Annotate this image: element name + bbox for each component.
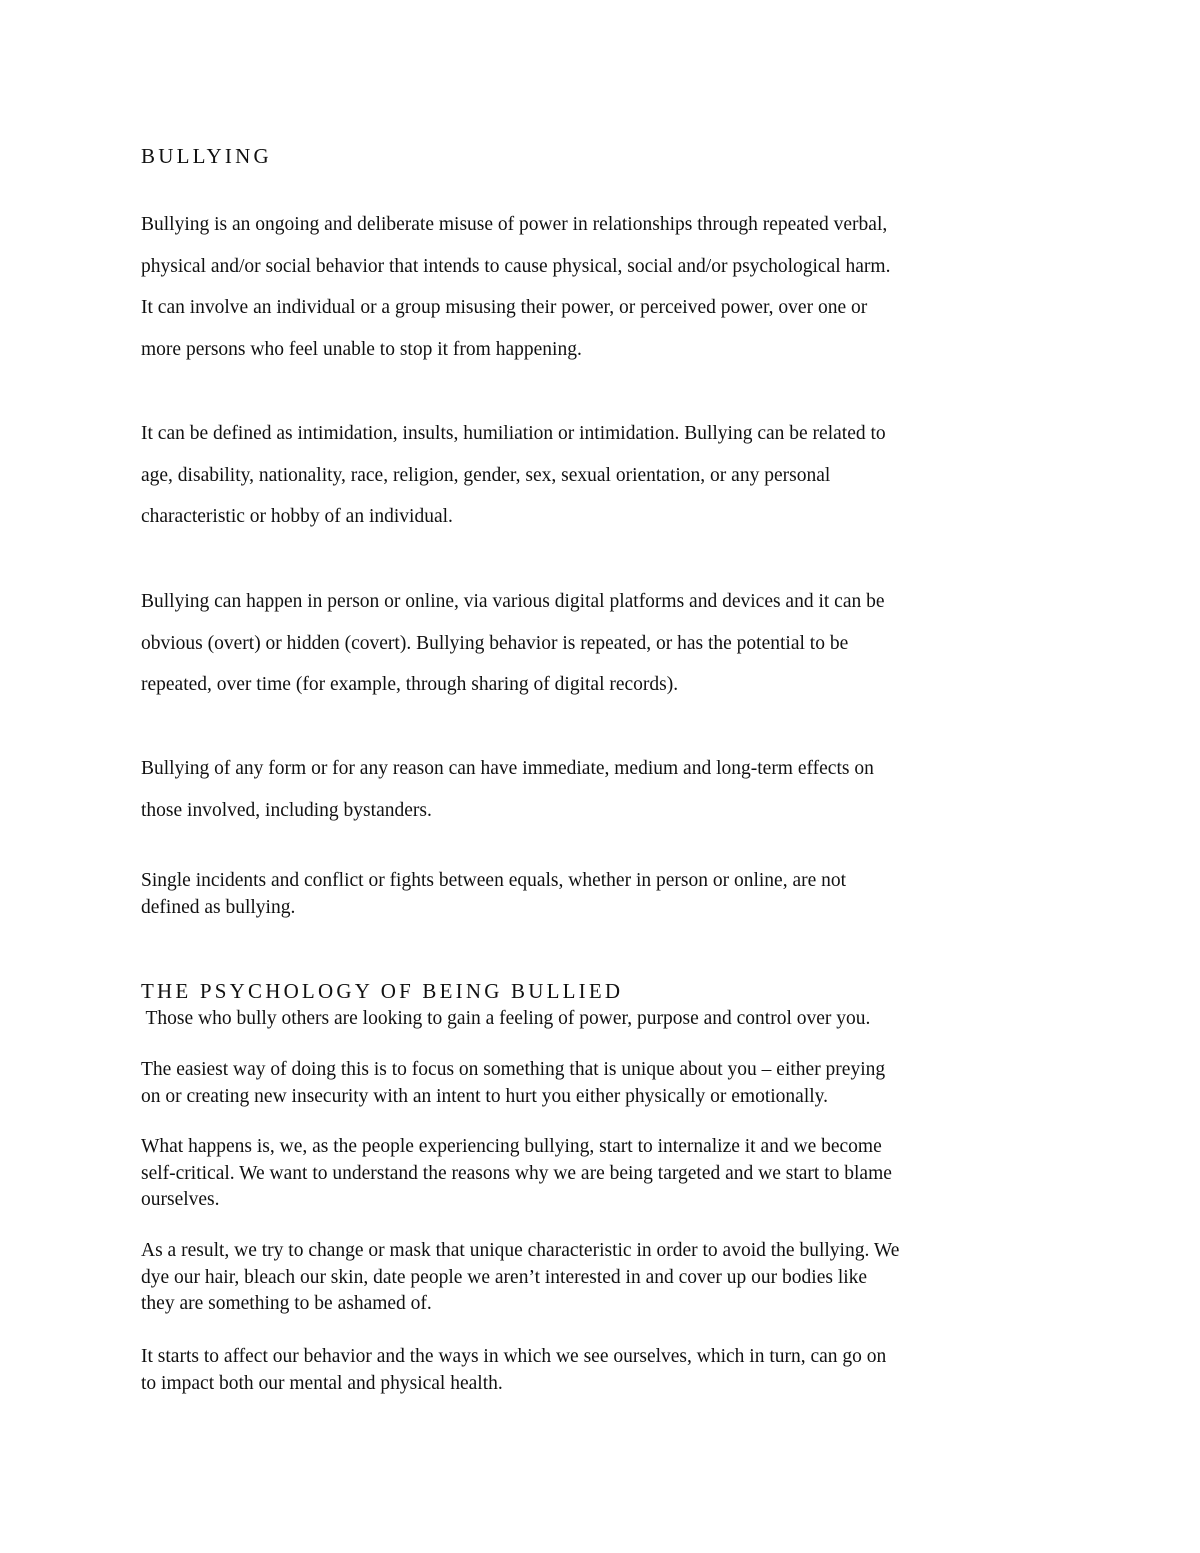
paragraph-health-impact <box>141 1344 1066 1397</box>
paragraph-internalize <box>141 1134 1066 1214</box>
section-heading-bullying: BULLYING <box>141 144 272 168</box>
text-line: It can involve an individual or a group misusing their power, or perceived power, over one or <box>141 297 868 318</box>
text-line: on or creating new insecurity with an intent to hurt you either physically or emotionally. <box>141 1085 829 1107</box>
text-line: It can be defined as intimidation, insults, humiliation or intimidation. Bullying can be related to <box>141 423 886 444</box>
paragraph-easiest-way <box>141 1057 1066 1110</box>
text-line: physical and/or social behavior that intends to cause physical, social and/or psychological harm. <box>141 255 891 277</box>
text-line: dye our hair, bleach our skin, date people we aren’t interested in and cover up our bodies like <box>141 1266 868 1288</box>
text-line: those involved, including bystanders. <box>141 799 432 821</box>
text-line: repeated, over time (for example, through sharing of digital records). <box>141 674 679 695</box>
text-line: Those who bully others are looking to gain a feeling of power, purpose and control over you. <box>141 1008 871 1029</box>
paragraph-bully-motive <box>141 1006 1066 1033</box>
text-line: ourselves. <box>141 1189 220 1210</box>
text-line: It starts to affect our behavior and the ways in which we see ourselves, which in turn, can go on <box>141 1346 887 1367</box>
text-line: more persons who feel unable to stop it from happening. <box>141 338 582 360</box>
text-line: they are something to be ashamed of. <box>141 1293 432 1314</box>
text-line: defined as bullying. <box>141 896 296 918</box>
paragraph-single-incidents <box>141 868 1066 921</box>
text-line: self-critical. We want to understand the reasons why we are being targeted and we start to blame <box>141 1162 892 1184</box>
text-line: As a result, we try to change or mask that unique characteristic in order to avoid the bullying. We <box>141 1240 900 1261</box>
paragraph-mask <box>141 1238 1066 1318</box>
text-line: Single incidents and conflict or fights between equals, whether in person or online, are not <box>141 870 847 891</box>
text-line: obvious (overt) or hidden (covert). Bullying behavior is repeated, or has the potential to be <box>141 632 849 654</box>
text-line: The easiest way of doing this is to focus on something that is unique about you – either preying <box>141 1059 886 1080</box>
text-line: What happens is, we, as the people experiencing bullying, start to internalize it and we become <box>141 1136 882 1157</box>
section-heading-psychology: THE PSYCHOLOGY OF BEING BULLIED <box>141 979 624 1003</box>
text-line: Bullying is an ongoing and deliberate misuse of power in relationships through repeated verbal, <box>141 214 888 235</box>
paragraph-forms <box>141 413 1066 538</box>
text-line: Bullying of any form or for any reason can have immediate, medium and long-term effects on <box>141 758 874 779</box>
paragraph-online <box>141 581 1066 706</box>
text-line: Bullying can happen in person or online, via various digital platforms and devices and it can be <box>141 591 885 612</box>
text-line: characteristic or hobby of an individual. <box>141 506 453 527</box>
text-line: to impact both our mental and physical health. <box>141 1372 503 1394</box>
text-line: age, disability, nationality, race, religion, gender, sex, sexual orientation, or any personal <box>141 464 831 486</box>
paragraph-definition <box>141 204 1066 370</box>
paragraph-effects <box>141 748 1066 831</box>
